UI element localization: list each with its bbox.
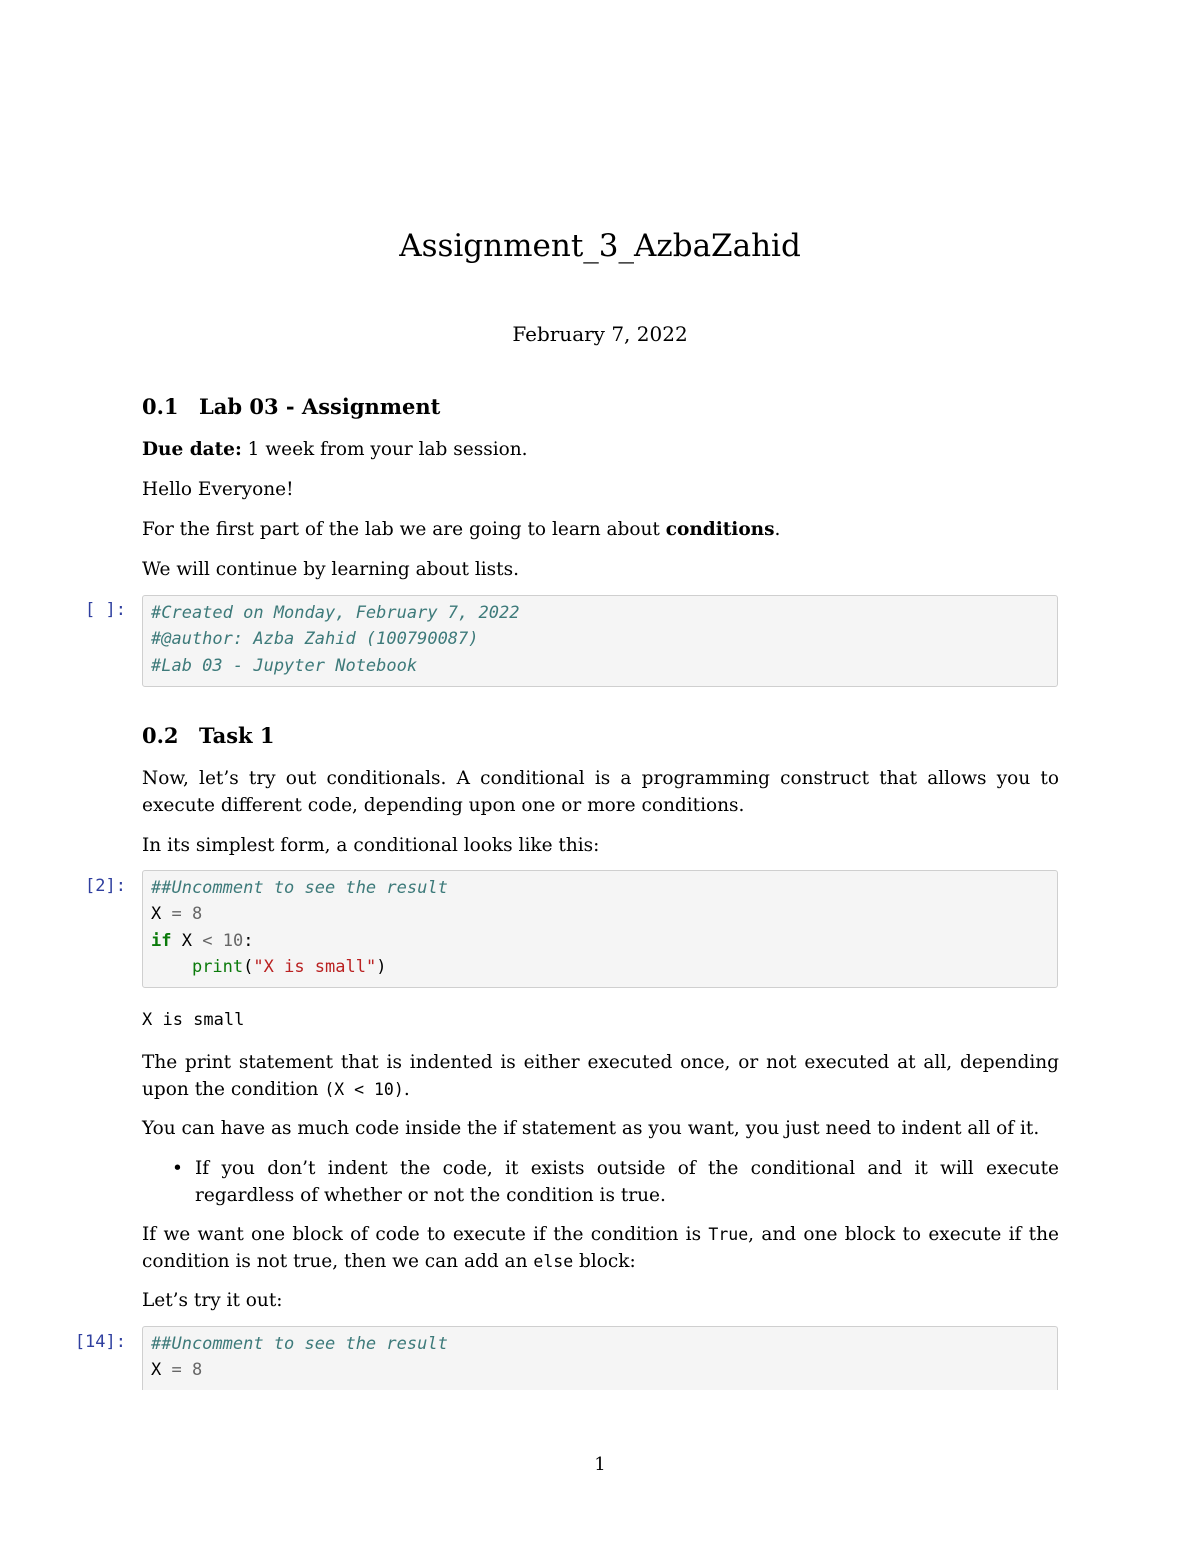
code-block <box>151 600 1049 679</box>
code-operator: < <box>202 930 213 951</box>
code-var: X <box>151 1360 162 1381</box>
bullet-text: If you don’t indent the code, it exists outside of the conditional and it will execute regardless of whether or not the condition is true. <box>195 1158 1059 1206</box>
code-block: ##Uncomment to see the result X = 8 if X < 10: print("X is small") <box>151 878 448 977</box>
section-number: 0.1 <box>142 394 179 419</box>
section-number: 0.2 <box>142 723 179 748</box>
code-operator: = <box>171 1360 182 1381</box>
code-comment-line: #@author: Azba Zahid (100790087) <box>151 629 479 650</box>
try-it-paragraph <box>142 1287 1059 1314</box>
else-text: If we want one block of code to execute if the condition is <box>142 1224 709 1245</box>
try-it-text: Let’s try it out: <box>142 1290 283 1311</box>
code-comment-line: #Lab 03 - Jupyter Notebook <box>151 655 418 676</box>
code-builtin: print <box>191 956 244 977</box>
code-number: 8 <box>192 904 203 925</box>
due-date-label: Due date: <box>142 439 242 460</box>
cell-prompt: [14]: <box>74 1332 126 1352</box>
intro-bold-conditions: conditions <box>665 519 775 540</box>
print-statement-paragraph <box>142 1049 1059 1103</box>
code-number: 10 <box>222 930 244 951</box>
else-text-end: block: <box>573 1251 636 1272</box>
due-date-paragraph <box>142 436 1059 463</box>
simplest-form-text: In its simplest form, a conditional looks like this: <box>142 835 600 856</box>
inline-code: (X < 10) <box>324 1080 404 1099</box>
list-item <box>142 1155 1059 1209</box>
code-cell-if-example[interactable] <box>142 870 1058 988</box>
indent-paragraph <box>142 1115 1059 1142</box>
code-block <box>151 1331 1049 1384</box>
inline-code-true: True <box>708 1225 749 1244</box>
greeting-paragraph <box>142 476 1059 503</box>
code-string: "X is small" <box>253 956 377 977</box>
cell-prompt: [ ]: <box>85 600 126 620</box>
intro-text-end: . <box>774 519 781 540</box>
print-statement-text: The print statement that is indented is either executed once, or not executed at all, depending upon the condition <box>142 1052 1059 1100</box>
section-heading-lab03 <box>142 394 440 419</box>
code-cell-else-example[interactable] <box>142 1326 1058 1390</box>
section-title: Lab 03 - Assignment <box>199 394 441 419</box>
code-var: X <box>181 930 192 951</box>
bullet-list <box>142 1155 1059 1209</box>
section-title: Task 1 <box>199 723 275 748</box>
else-paragraph <box>142 1221 1059 1275</box>
intro-text: For the first part of the lab we are going to learn about <box>142 519 666 540</box>
bullet-icon: • <box>172 1158 183 1179</box>
print-statement-end: . <box>403 1079 410 1100</box>
greeting-text: Hello Everyone! <box>142 479 294 500</box>
section-heading-task1 <box>142 723 275 748</box>
code-keyword: if <box>151 930 172 951</box>
code-number: 8 <box>192 1360 203 1381</box>
indent-text: You can have as much code inside the if statement as you want, you just need to indent all of it. <box>142 1118 1040 1139</box>
code-comment: ##Uncomment to see the result <box>151 1334 448 1354</box>
page-number: 1 <box>594 1454 606 1475</box>
code-var: X <box>151 904 162 925</box>
conditionals-text: Now, let’s try out conditionals. A conditional is a programming construct that allows you to execute different code, depending upon one or more conditions. <box>142 768 1059 816</box>
code-operator: = <box>171 904 182 925</box>
lists-paragraph <box>142 556 1059 583</box>
code-comment: ##Uncomment to see the result <box>151 878 448 898</box>
simplest-form-paragraph <box>142 832 1059 859</box>
intro-paragraph <box>142 516 1059 543</box>
document-title: Assignment_3_AzbaZahid <box>399 228 801 264</box>
inline-code-else: else <box>533 1252 574 1271</box>
cell-prompt: [2]: <box>85 876 126 896</box>
else-text-mid: , and one block to execute if the condition is not true, then we can add an <box>142 1224 1059 1272</box>
lists-text: We will continue by learning about lists. <box>142 559 519 580</box>
document-date: February 7, 2022 <box>512 322 688 346</box>
due-date-text: 1 week from your lab session. <box>241 439 528 460</box>
conditionals-paragraph <box>142 765 1059 819</box>
code-comment-line: #Created on Monday, February 7, 2022 <box>151 603 520 623</box>
cell-output: X is small <box>142 1010 245 1030</box>
code-cell-header-comments[interactable] <box>142 595 1058 687</box>
